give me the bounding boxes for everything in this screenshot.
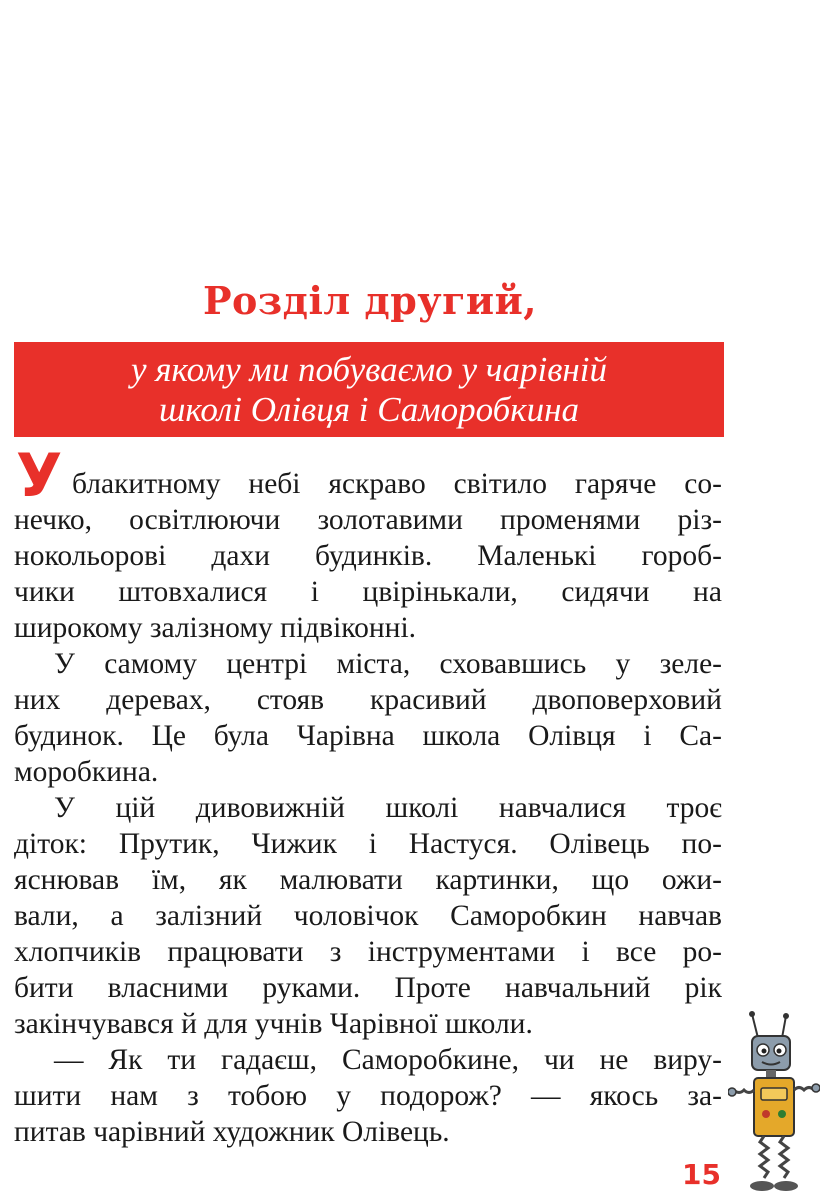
chapter-title: Розділ другий,: [202, 278, 538, 323]
text-line: вали, а залізний чоловічок Саморобкин навчав: [14, 900, 722, 932]
text-line: питав чарівний художник Олівець.: [14, 1116, 450, 1148]
page-number: 15: [682, 1158, 721, 1191]
text-line: будинок. Це була Чарівна школа Олівця і Са-: [14, 720, 722, 752]
text-line: шити нам з тобою у подорож? — якось за-: [14, 1080, 722, 1112]
text-line: чики штовхалися і цвірінькали, сидячи на: [14, 576, 722, 608]
text-line: блакитному небі яскраво світило гаряче со-: [72, 468, 722, 500]
chapter-subtitle-line-1: у якому ми побуваємо у чарівній: [131, 349, 607, 389]
text-line: діток: Прутик, Чижик і Настуся. Олівець по-: [14, 828, 722, 860]
text-line: яснював їм, як малювати картинки, що ожи-: [14, 864, 722, 896]
drop-cap: У: [16, 441, 63, 511]
chapter-subtitle-line-2: школі Олівця і Саморобкина: [158, 389, 580, 429]
text-line: У самому центрі міста, сховавшись у зеле-: [54, 648, 722, 680]
robot-samorobkyn-icon: [728, 1010, 820, 1195]
text-line: У цій дивовижній школі навчалися троє: [54, 792, 722, 824]
text-line: нокольорові дахи будинків. Маленькі гороб-: [14, 540, 722, 572]
chapter-subtitle-banner: [14, 342, 724, 437]
text-line: бити власними руками. Проте навчальний рік: [14, 972, 722, 1004]
text-line: широкому залізному підвіконні.: [14, 612, 417, 644]
text-line: хлопчиків працювати з інструментами і все ро-: [14, 936, 722, 968]
text-line: них деревах, стояв красивий двоповерховий: [14, 684, 722, 716]
text-line: моробкина.: [14, 756, 159, 788]
text-line: нечко, освітлюючи золотавими променями різ-: [14, 504, 722, 536]
text-line: закінчувався й для учнів Чарівної школи.: [14, 1008, 533, 1040]
text-line: — Як ти гадаєш, Саморобкине, чи не виру-: [54, 1044, 722, 1076]
